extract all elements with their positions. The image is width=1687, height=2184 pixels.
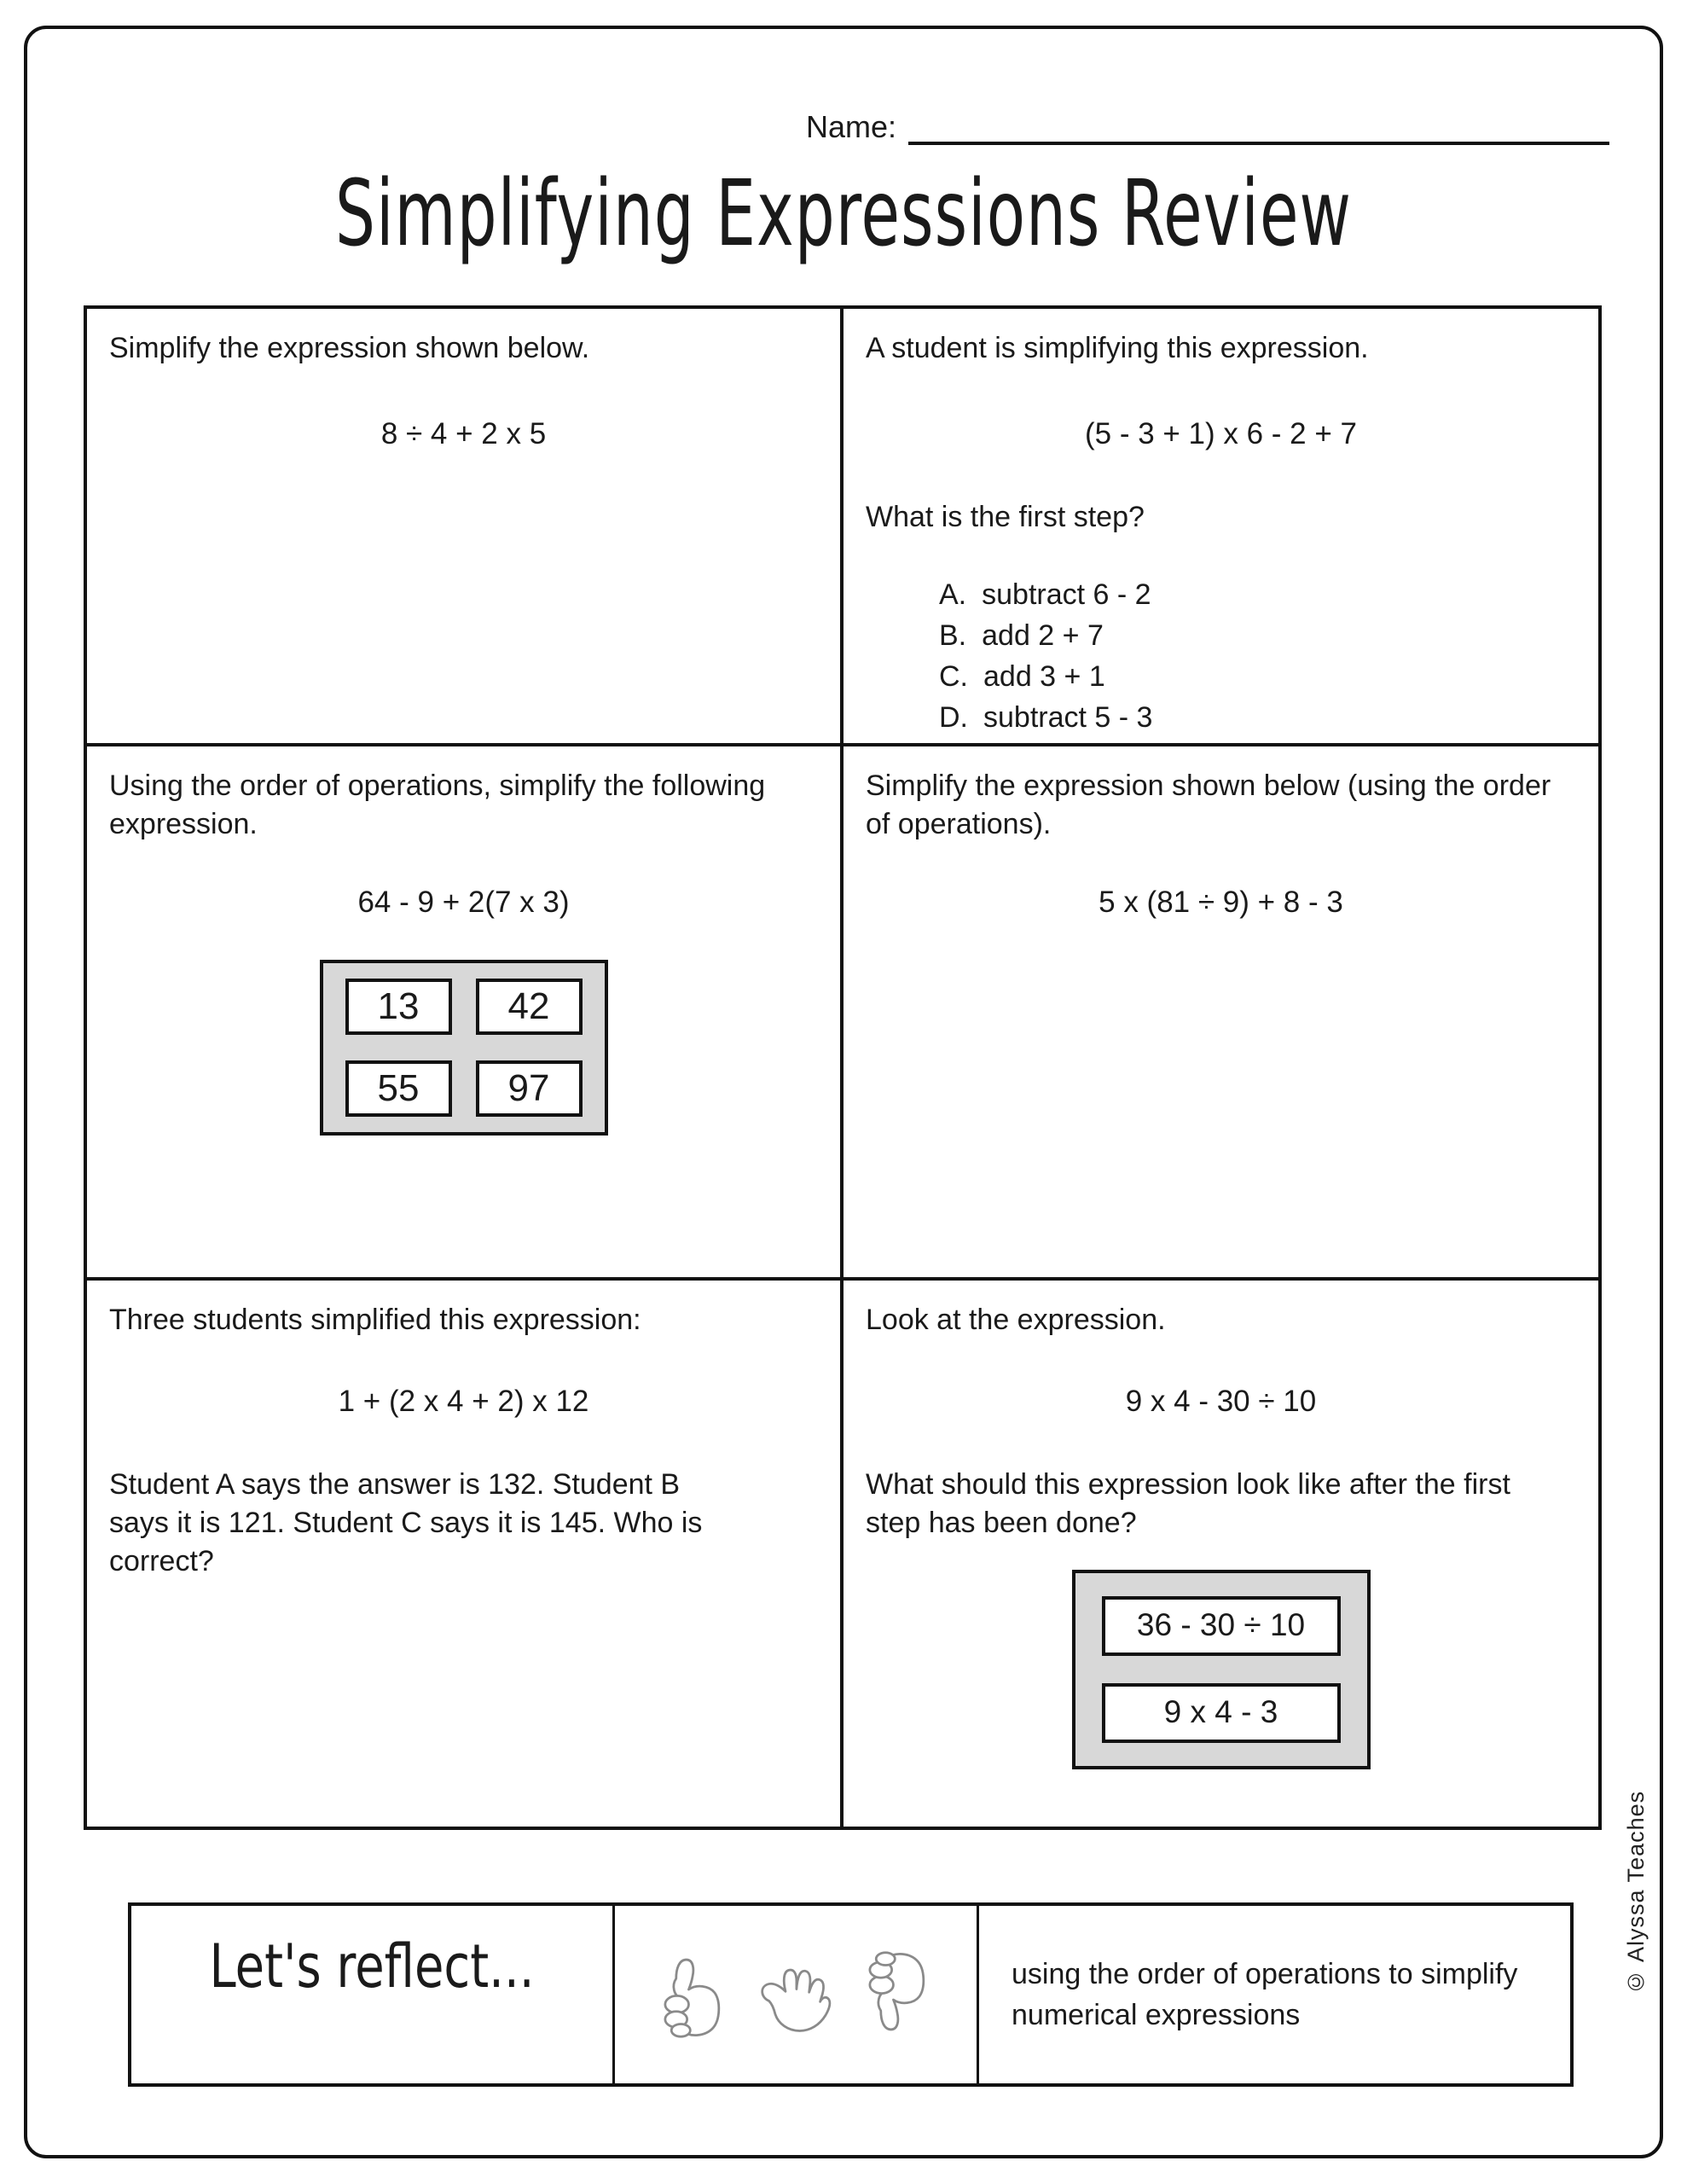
expression-text: 5 x (81 ÷ 9) + 8 - 3: [1099, 885, 1343, 919]
question-cell-3: [87, 746, 844, 1281]
reflect-topic: using the order of operations to simplify numerical expressions: [1012, 1957, 1518, 2031]
name-row: [806, 109, 1609, 145]
name-label: Name:: [806, 109, 897, 144]
copyright-text: © Alyssa Teaches: [1623, 1790, 1649, 1995]
choice-text: subtract 5 - 3: [983, 700, 1153, 734]
thumbs-sideways-icon[interactable]: [755, 1951, 837, 2038]
expression-text: 64 - 9 + 2(7 x 3): [357, 885, 570, 919]
question-text: What should this expression look like after the first step has been done?: [866, 1468, 1510, 1539]
choice-b[interactable]: [939, 615, 1576, 656]
question-cell-1: [87, 309, 844, 746]
question-cell-2: [844, 309, 1598, 746]
expression-text: (5 - 3 + 1) x 6 - 2 + 7: [1084, 416, 1358, 450]
choice-a[interactable]: [939, 574, 1576, 615]
question-prompt: Look at the expression.: [866, 1304, 1166, 1336]
question-text: What is the first step?: [866, 501, 1145, 534]
choice-letter: A.: [939, 578, 967, 611]
question-prompt: Simplify the expression shown below.: [109, 332, 590, 364]
reflect-label-cell: [131, 1906, 615, 2083]
question-cell-4: [844, 746, 1598, 1281]
question-text: Student A says the answer is 132. Student B says it is 121. Student C says it is 145. Who is correct?: [109, 1468, 703, 1577]
question-cell-5: [87, 1281, 844, 1827]
expression-text: 1 + (2 x 4 + 2) x 12: [338, 1384, 589, 1418]
choice-text: add 2 + 7: [982, 619, 1104, 652]
answer-option-box[interactable]: 55: [345, 1060, 452, 1117]
answer-option-box[interactable]: 42: [476, 979, 583, 1035]
answer-option-box[interactable]: 9 x 4 - 3: [1102, 1683, 1341, 1743]
answer-options-panel: [320, 960, 608, 1136]
reflect-topic-cell: [979, 1906, 1570, 2083]
choice-c[interactable]: [939, 656, 1576, 697]
reflect-rating-cell: [615, 1906, 979, 2083]
choice-list: [939, 574, 1576, 738]
choice-letter: B.: [939, 619, 967, 652]
question-prompt: Simplify the expression shown below (using the order of operations).: [866, 770, 1551, 840]
page-title: Simplifying Expressions Review: [335, 160, 1352, 267]
choice-text: add 3 + 1: [983, 659, 1105, 693]
expression-text: 9 x 4 - 30 ÷ 10: [1125, 1384, 1317, 1418]
answer-option-box[interactable]: 36 - 30 ÷ 10: [1102, 1596, 1341, 1656]
thumbs-up-icon[interactable]: [654, 1949, 733, 2041]
question-cell-6: [844, 1281, 1598, 1827]
choice-letter: C.: [939, 659, 968, 693]
choice-letter: D.: [939, 700, 968, 734]
reflect-label: Let's reflect...: [209, 1931, 535, 2002]
choice-text: subtract 6 - 2: [982, 578, 1151, 611]
question-prompt: Using the order of operations, simplify the following expression.: [109, 770, 766, 840]
choice-d[interactable]: [939, 697, 1576, 738]
reflect-box: [128, 1902, 1574, 2087]
answer-options-panel: [1072, 1570, 1371, 1769]
expression-text: 8 ÷ 4 + 2 x 5: [380, 416, 547, 450]
answer-option-box[interactable]: 13: [345, 979, 452, 1035]
question-prompt: A student is simplifying this expression.: [866, 332, 1369, 364]
question-prompt: Three students simplified this expression:: [109, 1304, 641, 1336]
name-input-line[interactable]: [908, 109, 1609, 145]
answer-option-box[interactable]: 97: [476, 1060, 583, 1117]
question-grid: [84, 305, 1602, 1830]
thumbs-down-icon[interactable]: [859, 1949, 937, 2041]
